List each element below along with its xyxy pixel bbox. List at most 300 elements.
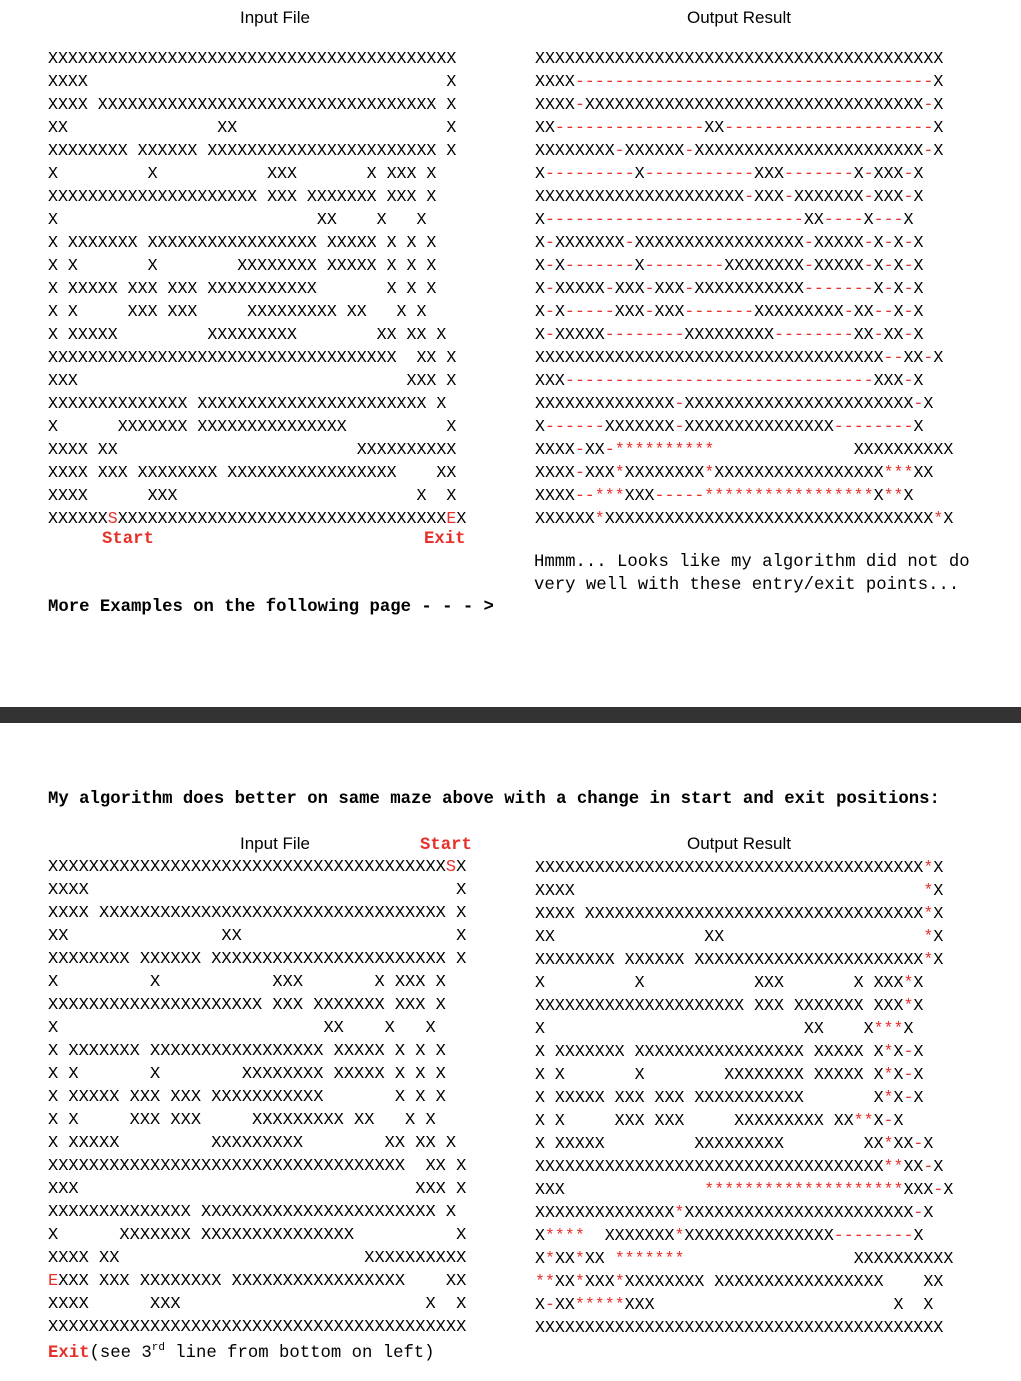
comment-line-1: Hmmm... Looks like my algorithm did not do xyxy=(534,553,970,572)
path-segment: - xyxy=(913,1203,924,1222)
maze-row: XXXXXXXXXXXXXXXXXXXXX XXX XXXXXXX XXX X xyxy=(48,996,446,1015)
maze-row xyxy=(48,856,466,879)
maze-row xyxy=(535,1224,953,1247)
path-segment: - xyxy=(863,256,874,275)
path-segment: - xyxy=(674,417,685,436)
wall-segment: XXX xyxy=(584,463,615,482)
path-segment: *** xyxy=(883,463,914,482)
wall-segment: X xyxy=(535,210,545,229)
maze-row: XXX XXX X xyxy=(48,1180,467,1199)
path-segment: -------- xyxy=(644,256,725,275)
maze-row xyxy=(535,1155,953,1178)
wall-segment: XX XX xyxy=(535,927,924,946)
path-segment: -----***************** xyxy=(654,486,874,505)
wall-segment: X xyxy=(913,1042,924,1061)
path-segment: --------------- xyxy=(554,118,705,137)
maze-row xyxy=(48,507,466,530)
wall-segment: X xyxy=(933,858,944,877)
wall-segment: XXXXXXXXX xyxy=(754,302,844,321)
wall-segment: XXXXXX xyxy=(48,509,108,528)
path-segment: - xyxy=(913,1134,924,1153)
wall-segment: X xyxy=(873,279,884,298)
wall-segment: X xyxy=(853,164,864,183)
wall-segment: X xyxy=(893,279,904,298)
path-segment: --- xyxy=(873,210,904,229)
maze-row xyxy=(535,1063,953,1086)
maze-row xyxy=(535,902,953,925)
path-segment: - xyxy=(923,95,934,114)
wall-segment: XXXXXXXXXXXXXXXXX xyxy=(634,233,804,252)
wall-segment: XXXXXXXX XXXXXXXXXXXXXXXXX XX xyxy=(624,1272,944,1291)
wall-segment: XXXXX xyxy=(554,279,605,298)
wall-segment: XX xyxy=(893,1134,914,1153)
maze-row: XXXX XXXXXXXXXXXXXXXXXXXXXXXXXXXXXXXXXX X xyxy=(48,904,467,923)
wall-segment: X xyxy=(923,1203,934,1222)
maze-row xyxy=(535,369,953,392)
path-segment: ------------------------------------ xyxy=(574,72,934,91)
path-segment: * xyxy=(883,1134,894,1153)
maze-row xyxy=(535,277,953,300)
wall-segment: X xyxy=(913,1088,924,1107)
wall-segment: XXX XXX XXXXXXXX XXXXXXXXXXXXXXXXX XX xyxy=(58,1272,467,1291)
wall-segment: X xyxy=(903,486,914,505)
wall-segment: X xyxy=(893,1088,904,1107)
wall-segment: X xyxy=(535,325,545,344)
wall-segment: XX xyxy=(903,348,924,367)
path-segment: ***** xyxy=(574,1295,625,1314)
maze-row: XXXX XX XXXXXXXXXX xyxy=(48,440,457,459)
path-segment: - xyxy=(903,325,914,344)
maze-row xyxy=(535,162,953,185)
path-segment: * xyxy=(614,1272,625,1291)
wall-segment: XXX xyxy=(584,1272,615,1291)
wall-segment: XXXXXXXXXXXXXX xyxy=(535,1203,675,1222)
wall-segment: X xyxy=(933,348,944,367)
wall-segment: XXX xyxy=(614,279,645,298)
path-segment: * xyxy=(923,858,934,877)
path-segment: - xyxy=(574,463,585,482)
wall-segment: X xyxy=(933,72,944,91)
path-segment: - xyxy=(674,394,685,413)
wall-segment: XX xyxy=(883,325,904,344)
path-segment: * xyxy=(574,1272,585,1291)
path-segment: - xyxy=(913,394,924,413)
path-segment: * xyxy=(923,950,934,969)
wall-segment: X xyxy=(913,279,924,298)
wall-segment: XXXXXXXXXXXXXXXXXXXXXXX xyxy=(684,394,914,413)
path-segment: --------- xyxy=(544,164,635,183)
wall-segment: XXXXXXXXXXXXXXX xyxy=(684,1226,834,1245)
path-segment: - xyxy=(544,302,555,321)
path-segment: - xyxy=(744,187,755,206)
path-segment: - xyxy=(863,164,874,183)
path-segment: - xyxy=(574,95,585,114)
path-segment: - xyxy=(933,1180,944,1199)
wall-segment: XXX xyxy=(535,1180,705,1199)
wall-segment: X xyxy=(933,95,944,114)
wall-segment: XXXXXXX xyxy=(793,187,864,206)
wall-segment: XXXXXXXX xyxy=(724,256,804,275)
maze-row: XXXX X xyxy=(48,881,467,900)
path-segment: - xyxy=(903,1042,914,1061)
output-maze xyxy=(535,47,953,530)
path-segment: -- xyxy=(883,348,904,367)
maze-row: XXXXXXXXXXXXXXXXXXXXX XXX XXXXXXX XXX X xyxy=(48,187,437,206)
maze-row xyxy=(535,300,953,323)
exit-label: Exit xyxy=(424,530,466,549)
wall-segment: XXXXXXXX xyxy=(535,141,615,160)
wall-segment: XX xyxy=(554,1295,575,1314)
maze-row: X X X XXXXXXXX XXXXX X X X xyxy=(48,256,437,275)
maze-row xyxy=(535,1270,953,1293)
wall-segment: X X X XXXXXXXX XXXXX X xyxy=(535,1065,884,1084)
wall-segment: XXX xyxy=(903,1180,934,1199)
maze-row: XXXXXXXXXXXXXXXXXXXXXXXXXXXXXXXXXXXXXXXXX xyxy=(535,49,944,68)
path-segment: - xyxy=(903,302,914,321)
wall-segment: XXXXXXXXXXXXXXXXX xyxy=(714,463,884,482)
path-segment: - xyxy=(863,187,874,206)
wall-segment: X xyxy=(893,1042,904,1061)
wall-segment: X xyxy=(535,302,545,321)
maze-row: XXXX XXXXXXXXXXXXXXXXXXXXXXXXXXXXXXXXXX X xyxy=(48,95,457,114)
maze-row: X XXXXX XXX XXX XXXXXXXXXXX X X X xyxy=(48,1088,446,1107)
path-segment: S xyxy=(107,509,118,528)
wall-segment: XXX xyxy=(873,164,904,183)
wall-segment: XX xyxy=(535,118,555,137)
wall-segment: XXXX xyxy=(535,463,575,482)
maze-row: XXXXXXXXXXXXXXXXXXXXXXXXXXXXXXXXXXX XX X xyxy=(48,1157,467,1176)
wall-segment: X xyxy=(893,302,904,321)
wall-segment: XXX xyxy=(535,371,565,390)
wall-segment: X xyxy=(943,509,954,528)
start-label-2: Start xyxy=(420,836,472,855)
path-segment: * xyxy=(674,1203,685,1222)
wall-segment: X xyxy=(933,904,944,923)
wall-segment: X xyxy=(634,256,645,275)
wall-segment: XXXXXXXXXXXXXXXXXXXXXXXXXXXXXXXXXXX xyxy=(535,348,884,367)
input-file-header-2: Input File xyxy=(240,834,310,853)
maze-row xyxy=(535,971,953,994)
output-maze-2 xyxy=(535,856,953,1339)
wall-segment: XX xyxy=(903,1157,924,1176)
maze-row: XXXX X xyxy=(48,72,457,91)
path-segment: - xyxy=(684,279,695,298)
path-segment: * xyxy=(883,1042,894,1061)
wall-segment: X xyxy=(933,118,944,137)
maze-row: X X XXX XXX XXXXXXXXX XX X X xyxy=(48,302,427,321)
path-segment: E xyxy=(446,509,457,528)
wall-segment: XXXX xyxy=(535,95,575,114)
wall-segment: X xyxy=(535,233,545,252)
wall-segment: X xyxy=(913,417,924,436)
path-segment: ------- xyxy=(684,302,755,321)
wall-segment: XXXX XXXXXXXXXXXXXXXXXXXXXXXXXXXXXXXXXX xyxy=(535,904,924,923)
wall-segment: X xyxy=(535,279,545,298)
path-segment: **** xyxy=(544,1226,585,1245)
maze-row xyxy=(535,994,953,1017)
path-segment: ** xyxy=(853,1111,874,1130)
path-segment: ------- xyxy=(783,164,854,183)
maze-row: X XXXXX XXXXXXXXX XX XX X xyxy=(48,325,447,344)
wall-segment: X xyxy=(913,996,924,1015)
path-segment: -------- xyxy=(604,325,685,344)
wall-segment: X xyxy=(913,371,924,390)
wall-segment: XXXXXXXXXX xyxy=(714,440,954,459)
path-segment: - xyxy=(684,141,695,160)
path-segment: - xyxy=(883,1111,894,1130)
wall-segment: X xyxy=(535,1249,545,1268)
path-segment: -- xyxy=(873,302,894,321)
maze-row xyxy=(535,1040,953,1063)
path-segment: -------- xyxy=(774,325,854,344)
comment-line-2: very well with these entry/exit points... xyxy=(534,576,960,595)
wall-segment: XXXXXXXX xyxy=(624,463,705,482)
wall-segment: X xyxy=(933,950,944,969)
maze-row: X X X XXXXXXXX XXXXX X X X xyxy=(48,1065,446,1084)
path-segment: ----- xyxy=(564,302,615,321)
wall-segment: XX xyxy=(704,118,725,137)
wall-segment: XXXXXXXXXXXXXX xyxy=(535,394,675,413)
maze-row: XXXXXXXXXXXXXXXXXXXXXXXXXXXXXXXXXXXXXXXXX xyxy=(48,1318,467,1337)
maze-row xyxy=(535,93,953,116)
path-segment: - xyxy=(903,233,914,252)
wall-segment: XXXX xyxy=(535,486,575,505)
wall-segment: X xyxy=(873,233,884,252)
wall-segment: X XXXXX XXXXXXXXX XX xyxy=(535,1134,884,1153)
path-segment: * xyxy=(574,1249,585,1268)
wall-segment: X xyxy=(913,256,924,275)
wall-segment: XX xyxy=(554,1249,575,1268)
path-segment: - xyxy=(903,164,914,183)
wall-segment: X xyxy=(913,973,924,992)
wall-segment: XXXXXXXXXXXXXXXXXXXXX xyxy=(535,187,745,206)
maze-row: XXXXXXXXXXXXXXXXXXXXXXXXXXXXXXXXXXX XX X xyxy=(48,348,457,367)
path-segment: * xyxy=(594,509,605,528)
wall-segment: X xyxy=(893,1065,904,1084)
path-segment: - xyxy=(903,279,914,298)
wall-segment: XX xyxy=(584,1249,615,1268)
maze-row: XXXX XX XXXXXXXXXX xyxy=(48,1249,467,1268)
wall-segment: XXXXXXXXXXX xyxy=(694,279,804,298)
path-segment: - xyxy=(624,233,635,252)
path-segment: *** xyxy=(873,1019,904,1038)
path-segment: - xyxy=(644,302,655,321)
wall-segment: XXX xyxy=(654,302,685,321)
maze-row: XXXXXXXX XXXXXX XXXXXXXXXXXXXXXXXXXXXXX X xyxy=(48,950,467,969)
path-segment: ** xyxy=(883,1157,904,1176)
maze-row: XXXX XXX X X xyxy=(48,486,457,505)
wall-segment: XXX xyxy=(654,279,685,298)
wall-segment: XXX xyxy=(873,371,904,390)
path-segment: -------- xyxy=(833,1226,914,1245)
wall-segment: XXXXXXXXXXXXXXXXXXXXXXX xyxy=(684,1203,914,1222)
wall-segment: XXXXX xyxy=(813,233,864,252)
path-segment: - xyxy=(883,256,894,275)
maze-row: XXXXXXXX XXXXXX XXXXXXXXXXXXXXXXXXXXXXX X xyxy=(48,141,457,160)
path-segment: - xyxy=(783,187,794,206)
maze-row xyxy=(535,116,953,139)
wall-segment: XXXXXXXXXX xyxy=(684,1249,954,1268)
path-segment: - xyxy=(923,1157,934,1176)
maze-row: X XXXXX XXX XXX XXXXXXXXXXX X X X xyxy=(48,279,437,298)
path-segment: - xyxy=(903,1088,914,1107)
path-segment: - xyxy=(923,348,934,367)
maze-row xyxy=(535,392,953,415)
wall-segment: XX xyxy=(803,210,824,229)
path-segment: - xyxy=(614,141,625,160)
maze-row xyxy=(535,1086,953,1109)
wall-segment: X XX X xyxy=(535,1019,874,1038)
path-segment: - xyxy=(544,279,555,298)
wall-segment: X xyxy=(873,256,884,275)
maze-row: X XX X X xyxy=(48,210,427,229)
wall-segment: X xyxy=(903,210,914,229)
path-segment: ** xyxy=(883,486,904,505)
wall-segment: XXXXXXXXXXXXXXXXXXXXXXX xyxy=(694,141,924,160)
path-segment: - xyxy=(604,279,615,298)
wall-segment: X xyxy=(913,233,924,252)
wall-segment: XXX xyxy=(873,187,904,206)
exit-note-suffix: line from bottom on left) xyxy=(164,1343,435,1363)
maze-row: XX XX X xyxy=(48,927,467,946)
maze-row: XXXX XXX X X xyxy=(48,1295,467,1314)
wall-segment: X X XXX X XXX xyxy=(535,973,904,992)
path-segment: E xyxy=(48,1272,59,1291)
maze-row: X XXXXXXX XXXXXXXXXXXXXXX X xyxy=(48,1226,467,1245)
wall-segment: X xyxy=(913,1065,924,1084)
wall-segment: X xyxy=(933,141,944,160)
path-segment: --*** xyxy=(574,486,625,505)
wall-segment: X xyxy=(873,1111,884,1130)
path-segment: * xyxy=(614,463,625,482)
maze-row xyxy=(535,1201,953,1224)
path-segment: * xyxy=(903,973,914,992)
wall-segment: XXXXX xyxy=(554,325,605,344)
wall-segment: XXX xyxy=(754,187,784,206)
maze-row xyxy=(535,461,953,484)
path-segment: * xyxy=(883,1065,894,1084)
start-label: Start xyxy=(102,530,154,549)
maze-row xyxy=(535,1247,953,1270)
wall-segment: X xyxy=(903,1019,914,1038)
maze-row xyxy=(535,1109,953,1132)
wall-segment: XXXXXXX xyxy=(604,417,675,436)
wall-segment: XXXXXXXXXXXXXXX xyxy=(684,417,834,436)
path-segment: - xyxy=(903,187,914,206)
path-segment: -------------------------- xyxy=(544,210,804,229)
wall-segment: XXXXX xyxy=(813,256,864,275)
maze-row: X X XXX XXX XXXXXXXXX XX X X xyxy=(48,1111,436,1130)
maze-row: X XXXXXXX XXXXXXXXXXXXXXX X xyxy=(48,417,457,436)
path-segment: - xyxy=(544,256,555,275)
maze-row xyxy=(535,139,953,162)
maze-row xyxy=(535,1178,953,1201)
maze-row: XXXX XXX XXXXXXXX XXXXXXXXXXXXXXXXX XX xyxy=(48,463,457,482)
path-segment: - xyxy=(903,256,914,275)
maze-row xyxy=(535,484,953,507)
maze-row xyxy=(535,507,953,530)
wall-segment: XXXXXXXXXXXXXXXXXXXXXXXXXXXXXXXXX xyxy=(117,509,447,528)
maze-row xyxy=(535,323,953,346)
wall-segment: XXXX xyxy=(535,72,575,91)
maze-row: X XXXXX XXXXXXXXX XX XX X xyxy=(48,1134,457,1153)
maze-row xyxy=(535,208,953,231)
wall-segment: XXXXXXXXXXXXXXXXXXXXXXXXXXXXXXXXXXX xyxy=(535,1157,884,1176)
wall-segment: X xyxy=(893,1111,904,1130)
exit-note xyxy=(48,1337,435,1365)
path-segment: * xyxy=(544,1249,555,1268)
maze-row xyxy=(535,856,953,879)
wall-segment: XXXXXXXXX xyxy=(684,325,775,344)
maze-row xyxy=(535,1293,953,1316)
maze-row: X XXXXXXX XXXXXXXXXXXXXXXXX XXXXX X X X xyxy=(48,1042,446,1061)
path-segment: - xyxy=(903,1065,914,1084)
wall-segment: X xyxy=(933,927,944,946)
wall-segment: XXXX xyxy=(535,881,924,900)
path-segment: - xyxy=(863,233,874,252)
wall-segment: XXXXXXX xyxy=(584,1226,675,1245)
path-segment: - xyxy=(544,233,555,252)
wall-segment: XXXXXXXXXXXXXXXXXXXXXXXXXXXXXXXXXXXXXXX xyxy=(48,858,446,877)
wall-segment: X XXXXX XXX XXX XXXXXXXXXXX X xyxy=(535,1088,884,1107)
wall-segment: X xyxy=(456,858,467,877)
maze-row xyxy=(535,925,953,948)
path-segment: * xyxy=(923,927,934,946)
path-segment: - xyxy=(544,1295,555,1314)
maze-row xyxy=(535,1017,953,1040)
wall-segment: X xyxy=(535,417,545,436)
exit-note-sup: rd xyxy=(151,1342,165,1354)
path-segment: ------- xyxy=(803,279,874,298)
exit-note-prefix: (see 3 xyxy=(89,1343,152,1363)
input-maze-2 xyxy=(48,856,466,1339)
wall-segment: XXX X X xyxy=(624,1295,934,1314)
path-segment: - xyxy=(873,325,884,344)
wall-segment: XXXXXX xyxy=(624,141,685,160)
wall-segment: X xyxy=(634,164,645,183)
maze-row: X XX X X xyxy=(48,1019,436,1038)
maze-row: X XXXXXXX XXXXXXXXXXXXXXXXX XXXXX X X X xyxy=(48,233,437,252)
maze-row xyxy=(535,948,953,971)
path-segment: - xyxy=(923,141,934,160)
output-result-header-2: Output Result xyxy=(687,834,791,853)
wall-segment: X xyxy=(535,256,545,275)
wall-segment: X xyxy=(873,486,884,505)
maze-row xyxy=(535,415,953,438)
wall-segment: XXXXXXXX XXXXXX XXXXXXXXXXXXXXXXXXXXXXX xyxy=(535,950,924,969)
maze-row: XXXXXXXXXXXXXX XXXXXXXXXXXXXXXXXXXXXXX X xyxy=(48,1203,457,1222)
path-segment: ----------- xyxy=(644,164,755,183)
maze-row: XXXXXXXXXXXXXXXXXXXXXXXXXXXXXXXXXXXXXXXXX xyxy=(535,1318,944,1337)
wall-segment: X xyxy=(554,256,565,275)
maze-row xyxy=(535,438,953,461)
path-segment: ** xyxy=(535,1272,555,1291)
wall-segment: X xyxy=(893,256,904,275)
path-segment: ********** xyxy=(614,440,715,459)
maze-row xyxy=(535,1132,953,1155)
maze-row: X X XXX X XXX X xyxy=(48,164,437,183)
output-result-header: Output Result xyxy=(687,8,791,27)
wall-segment: XXXXXXX xyxy=(554,233,625,252)
path-segment: - xyxy=(883,279,894,298)
wall-segment: X xyxy=(456,509,467,528)
path-segment: * xyxy=(923,904,934,923)
path-segment: ------ xyxy=(544,417,605,436)
path-segment: ******************** xyxy=(704,1180,904,1199)
maze-row xyxy=(535,879,953,902)
path-segment: - xyxy=(843,302,854,321)
wall-segment: X xyxy=(893,233,904,252)
